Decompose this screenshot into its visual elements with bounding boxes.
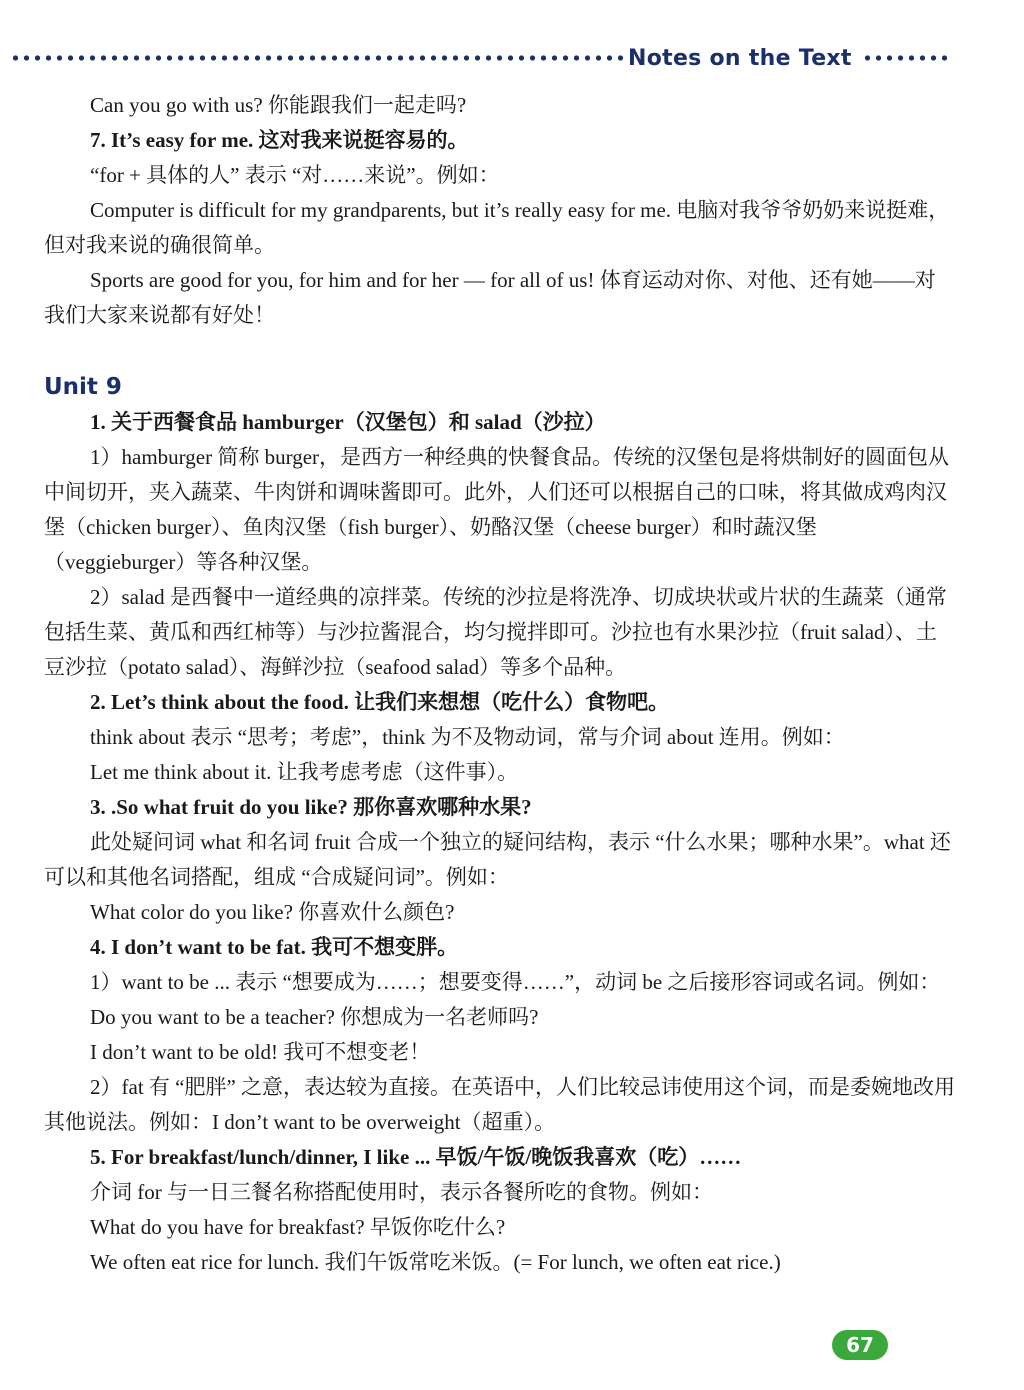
note-heading-7: 7. It’s easy for me. 这对我来说挺容易的。 — [90, 128, 469, 152]
explanation-text: 2）salad 是西餐中一道经典的凉拌菜。传统的沙拉是将洗净、切成块状或片状的生蔬菜（通常包括生菜、黄瓜和西红柿等）与沙拉酱混合，均匀搅拌即可。沙拉也有水果沙拉（fruit salad）、土豆沙拉（potato salad）、海鲜沙拉（seafood salad）等多个品种。 — [44, 585, 947, 679]
example-sentence: We often eat rice for lunch. 我们午饭常吃米饭。(= For lunch, we often eat rice.) — [90, 1250, 781, 1274]
section-title: Notes on the Text — [628, 46, 852, 71]
example-sentence: What do you have for breakfast? 早饭你吃什么? — [90, 1215, 506, 1239]
example-sentence: Do you want to be a teacher? 你想成为一名老师吗? — [90, 1005, 539, 1029]
explanation-text: 介词 for 与一日三餐名称搭配使用时，表示各餐所吃的食物。例如： — [90, 1180, 713, 1204]
explanation-text: 1）want to be ... 表示 “想要成为……；想要变得……”，动词 be 之后接形容词或名词。例如： — [90, 970, 941, 994]
note-heading-2: 2. Let’s think about the food. 让我们来想想（吃什么）食物吧。 — [90, 690, 670, 714]
explanation-text: “for + 具体的人” 表示 “对……来说”。例如： — [90, 163, 500, 187]
header-dotted-rule-left — [10, 52, 626, 64]
example-sentence: Can you go with us? 你能跟我们一起走吗? — [90, 93, 467, 117]
example-sentence: Sports are good for you, for him and for her — for all of us! 体育运动对你、对他、还有她——对我们大家来说都有好处！ — [44, 268, 936, 327]
note-heading-1: 1. 关于西餐食品 hamburger（汉堡包）和 salad（沙拉） — [90, 410, 606, 434]
note-heading-5: 5. For breakfast/lunch/dinner, I like ... 早饭/午饭/晚饭我喜欢（吃）…… — [90, 1145, 742, 1169]
example-sentence: Computer is difficult for my grandparents, but it’s really easy for me. 电脑对我爷爷奶奶来说挺难，但对我来说的确很简单。 — [44, 198, 950, 257]
page-number-badge: 67 — [832, 1330, 888, 1360]
explanation-text: 2）fat 有 “肥胖” 之意，表达较为直接。在英语中，人们比较忌讳使用这个词，而是委婉地改用其他说法。例如：I don’t want to be overweight（超重）。 — [44, 1075, 956, 1134]
page-body — [44, 88, 956, 1280]
explanation-text: think about 表示 “思考；考虑”，think 为不及物动词，常与介词 about 连用。例如： — [90, 725, 845, 749]
header-dotted-rule-right — [862, 52, 952, 64]
page-header — [0, 44, 1024, 80]
example-sentence: Let me think about it. 让我考虑考虑（这件事）。 — [90, 760, 519, 784]
example-sentence: What color do you like? 你喜欢什么颜色? — [90, 900, 455, 924]
explanation-text: 1）hamburger 简称 burger，是西方一种经典的快餐食品。传统的汉堡包是将烘制好的圆面包从中间切开，夹入蔬菜、牛肉饼和调味酱即可。此外，人们还可以根据自己的口味，将其做成鸡肉汉堡（chicken burger）、鱼肉汉堡（fish burger）、奶酪汉堡（cheese burger）和时蔬汉堡（veggieburger）等各种汉堡。 — [44, 445, 950, 574]
unit-heading: Unit 9 — [44, 374, 122, 400]
note-heading-4: 4. I don’t want to be fat. 我可不想变胖。 — [90, 935, 459, 959]
explanation-text: 此处疑问词 what 和名词 fruit 合成一个独立的疑问结构，表示 “什么水果；哪种水果”。what 还可以和其他名词搭配，组成 “合成疑问词”。例如： — [44, 830, 951, 889]
example-sentence: I don’t want to be old! 我可不想变老！ — [90, 1040, 431, 1064]
note-heading-3: 3. .So what fruit do you like? 那你喜欢哪种水果? — [90, 795, 532, 819]
